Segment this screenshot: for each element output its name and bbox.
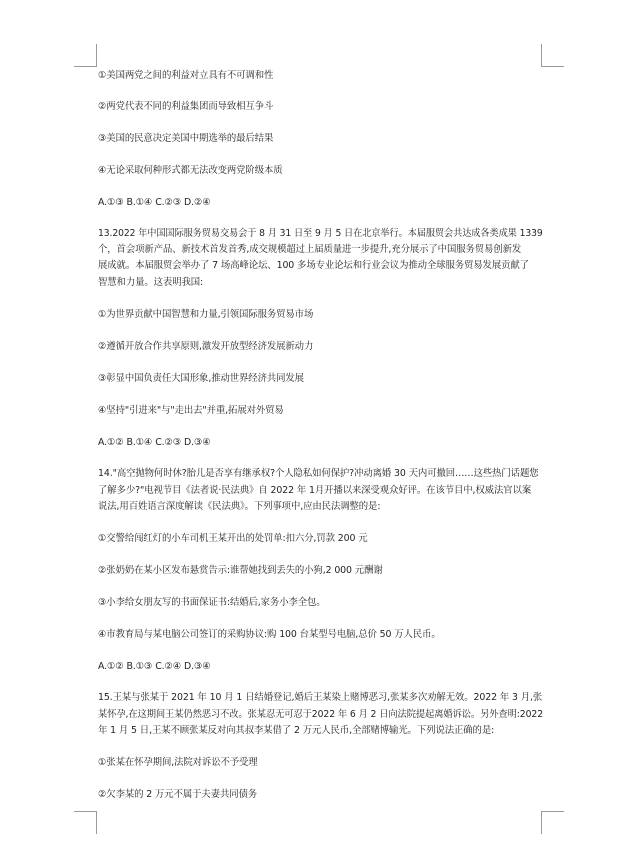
q14-option-1: ①交警给闯红灯的小车司机王某开出的处罚单:扣六分,罚款 200 元 <box>98 533 368 544</box>
crop-mark-bottom-right-vertical <box>541 811 542 834</box>
crop-mark-bottom-right-horizontal <box>541 811 564 812</box>
q13-stem-line-1: 13.2022 年中国国际服务贸易交易会于 8 月 31 日至 9 月 5 日在北京举行。本届服贸会共达成各类成果 1339 <box>98 228 543 239</box>
q15-option-1: ①张某在怀孕期间,法院对诉讼不予受理 <box>98 757 258 768</box>
q13-option-4: ④坚持"引进来"与"走出去"并重,拓展对外贸易 <box>98 405 284 416</box>
q13-option-2: ②遵循开放合作共享原则,激发开放型经济发展新动力 <box>98 341 314 352</box>
q12-option-2: ②两党代表不同的利益集团而导致相互争斗 <box>98 101 274 112</box>
q14-option-4: ④市教育局与某电脑公司签订的采购协议:购 100 台某型号电脑,总价 50 万人民币。 <box>98 629 441 640</box>
q12-option-1: ①美国两党之间的利益对立具有不可调和性 <box>98 70 274 81</box>
q13-option-3: ③彰显中国负责任大国形象,推动世界经济共同发展 <box>98 373 304 384</box>
crop-mark-bottom-left-vertical <box>96 811 97 834</box>
q14-stem-line-1: 14."高空抛物何时休?胎儿是否享有继承权?个人隐私如何保护?冲动离婚 30 天内可撤回……这些热门话题您 <box>98 468 539 479</box>
q14-option-3: ③小李给女朋友写的书面保证书:结婚后,家务小李全包。 <box>98 597 326 608</box>
q13-stem-line-3: 展成就。本届服贸会举办了 7 场高峰论坛、100 多场专业论坛和行业会议为推动全球服务贸易发展贡献了 <box>98 260 529 271</box>
q13-option-1: ①为世界贡献中国智慧和力量,引领国际服务贸易市场 <box>98 309 314 320</box>
q14-stem-line-3: 说法,用百姓语言深度解读《民法典》。下列事项中,应由民法调整的是: <box>98 501 381 512</box>
q15-stem-line-1: 15.王某与张某于 2021 年 10 月 1 日结婚登记,婚后王某染上赌博恶习,张某多次劝解无效。2022 年 3 月,张 <box>98 692 543 703</box>
q13-stem-line-4: 智慧和力量。这表明我国: <box>98 277 204 288</box>
q14-stem-line-2: 了解多少?"电视节目《法者说·民法典》自 2022 年 1月开播以来深受观众好评。在该节目中,权威法官以案 <box>98 485 532 496</box>
q12-answer-choices: A.①③ B.①④ C.②③ D.②④ <box>98 197 211 208</box>
q15-stem-line-2: 某怀孕,在这期间王某仍然恶习不改。张某忍无可忍于2022 年 6 月 2 日向法院提起离婚诉讼。另外查明:2022 <box>98 709 544 720</box>
crop-mark-top-left-vertical <box>96 44 97 67</box>
q12-option-4: ④无论采取何种形式都无法改变两党阶级本质 <box>98 165 283 176</box>
q15-option-2: ②欠李某的 2 万元不属于夫妻共同债务 <box>98 789 258 800</box>
crop-mark-top-right-horizontal <box>541 66 564 67</box>
crop-mark-top-left-horizontal <box>74 66 97 67</box>
q13-answer-choices: A.①② B.①④ C.②③ D.③④ <box>98 437 211 448</box>
crop-mark-top-right-vertical <box>541 44 542 67</box>
q15-stem-line-3: 年 1 月 5 日,王某不顾张某反对向其叔李某借了 2 万元人民币,全部赌博输光。下列说法正确的是: <box>98 725 495 736</box>
q14-option-2: ②张奶奶在某小区发布悬赏告示:谁帮她找到丢失的小狗,2 000 元酬谢 <box>98 565 383 576</box>
q12-option-3: ③美国的民意决定美国中期选举的最后结果 <box>98 133 274 144</box>
crop-mark-bottom-left-horizontal <box>74 811 97 812</box>
q13-stem-line-2: 个，首会项新产品、新技术首发首秀,成交规模超过上届质量进一步提升,充分展示了中国服务贸易创新发 <box>98 244 522 255</box>
q14-answer-choices: A.①② B.①③ C.②④ D.③④ <box>98 661 211 672</box>
